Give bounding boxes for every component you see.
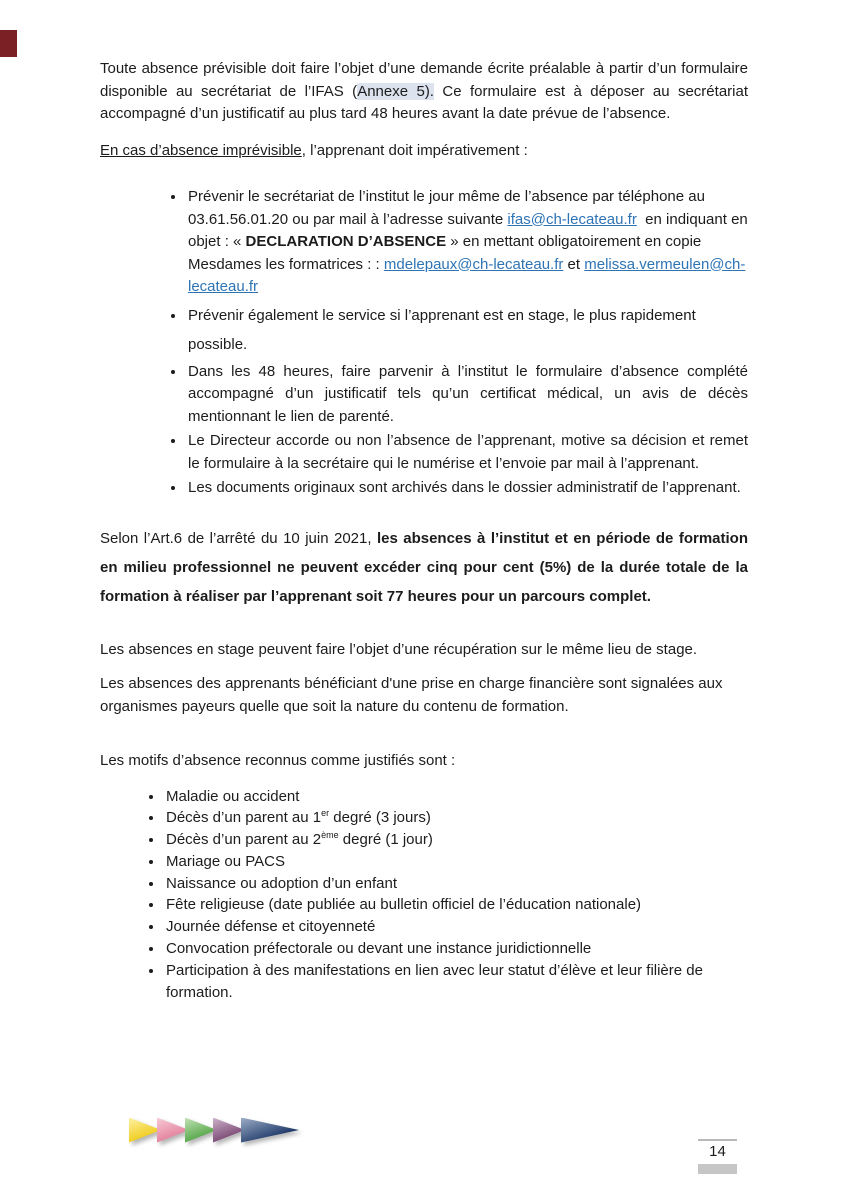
superscript-text: er <box>321 808 330 819</box>
superscript-text: ème <box>321 830 339 841</box>
list-item: • Journée défense et citoyenneté <box>164 916 748 938</box>
list-item: • Décès d’un parent au 1er degré (3 jours) <box>164 807 748 829</box>
list-item: • Décès d’un parent au 2ème degré (1 jour) <box>164 829 748 851</box>
highlighted-text: Annexe 5). <box>357 82 434 100</box>
email-link[interactable]: ifas@ch-lecateau.fr <box>507 210 637 228</box>
list-item: • Les documents originaux sont archivés dans le dossier administratif de l’apprenant. <box>186 477 748 500</box>
paragraph-article-6: Selon l’Art.6 de l’arrêté du 10 juin 2021, les absences à l’institut et en période de formation en milieu professionnel ne peuvent excéder cinq pour cent (5%) de la durée totale de la formation à réaliser par l’apprenant soit 77 heures pour un parcours complet. <box>100 529 748 605</box>
list-item: • Prévenir également le service si l’apprenant est en stage, le plus rapidement possible. <box>186 301 748 359</box>
list-item: • Mariage ou PACS <box>164 851 748 873</box>
list-item: • Convocation préfectorale ou devant une instance juridictionnelle <box>164 938 748 960</box>
list-item: • Prévenir le secrétariat de l’institut le jour même de l’absence par téléphone au 03.61.56.01.20 ou par mail à l’adresse suivante ifas@ch-lecateau.fr en indiquant en objet : « DECLARATION D’ABSENCE » en mettant obligatoirement en copie Mesdames les formatrices : : mdelepaux@ch-lecateau.fr et melissa.vermeulen@ch-lecateau.fr <box>186 186 748 299</box>
page-edge-marker <box>0 30 17 57</box>
list-item: • Fête religieuse (date publiée au bulletin officiel de l’éducation nationale) <box>164 894 748 916</box>
paragraph-organismes-payeurs: Les absences des apprenants bénéficiant d'une prise en charge financière sont signalées aux organismes payeurs quelle que soit la nature du contenu de formation. <box>100 675 723 715</box>
justified-absence-motifs-list <box>100 786 748 1004</box>
paragraph-recuperation: Les absences en stage peuvent faire l’objet d’une récupération sur le même lieu de stage. <box>100 640 698 658</box>
document-body <box>100 58 748 1003</box>
email-link[interactable]: melissa.vermeulen@ch-lecateau.fr <box>188 255 746 295</box>
list-item: • Participation à des manifestations en lien avec leur statut d’élève et leur filière de formation. <box>164 960 748 1004</box>
page-number-top-rule <box>698 1139 737 1141</box>
page-number-block <box>698 1139 737 1174</box>
heading-absence-imprevisible: En cas d’absence imprévisible, l’apprenant doit impérativement : <box>100 141 528 159</box>
list-item: • Naissance ou adoption d’un enfant <box>164 873 748 895</box>
absence-steps-list <box>100 186 748 500</box>
list-item: • Le Directeur accorde ou non l’absence de l’apprenant, motive sa décision et remet le formulaire à la secrétaire qui le numérise et l’envoie par mail à l’apprenant. <box>186 430 748 475</box>
heading-motifs-justifies: Les motifs d’absence reconnus comme justifiés sont : <box>100 752 456 769</box>
list-item: • Maladie ou accident <box>164 786 748 808</box>
page-number-bottom-bar <box>698 1164 737 1174</box>
underlined-text: En cas d’absence imprévisible <box>100 141 302 159</box>
paragraph-absence-previsible: Toute absence prévisible doit faire l’objet d’une demande écrite préalable à partir d’un formulaire disponible au secrétariat de l’IFAS (Annexe 5). Ce formulaire est à déposer au secrétariat accompagné d’un justificatif au plus tard 48 heures avant la date prévue de l’absence. <box>100 60 748 122</box>
bold-text: DECLARATION D’ABSENCE <box>245 233 447 250</box>
navy-arrow-icon <box>241 1118 299 1143</box>
bold-text: les absences à l’institut et en période de formation en milieu professionnel ne peuvent excéder cinq pour cent (5%) de la durée totale de la formation à réaliser par l’apprenant soit 77 heures pour un parcours complet. <box>100 529 748 605</box>
list-item: • Dans les 48 heures, faire parvenir à l’institut le formulaire d’absence complété accompagné d’un justificatif tels qu’un certificat médical, un avis de décès mentionnant le lien de parenté. <box>186 361 748 429</box>
email-link[interactable]: mdelepaux@ch-lecateau.fr <box>383 255 564 273</box>
page-number: 14 <box>709 1143 726 1160</box>
footer-arrows-logo <box>129 1116 295 1144</box>
